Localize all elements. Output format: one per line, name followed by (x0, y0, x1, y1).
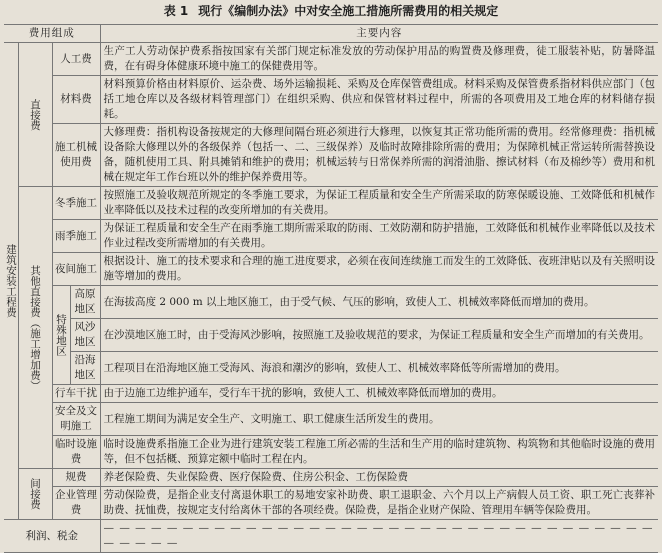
row-label-safety: 安全及文明施工 (52, 403, 100, 436)
table-row (4, 220, 658, 253)
row-label-material: 材料费 (52, 76, 100, 124)
row-text-coastal: 工程项目在沿海地区施工受海风、海浪和潮汐的影响，致使人工、机械效率降低等所需增加的费用。 (100, 352, 658, 385)
row-text-labor: 生产工人劳动保护费系指按国家有关部门规定标准发放的劳动保护用品的购置费及修理费，徒工服装补贴，防暑降温费，在有碍身体健康环境中施工的保健费用等。 (100, 43, 658, 76)
row-label-rainy: 雨季施工 (52, 220, 100, 253)
table-row (4, 253, 658, 286)
header-content: 主要内容 (100, 25, 658, 43)
table-title (0, 2, 662, 22)
row-text-temporary: 临时设施费系指施工企业为进行建筑安装工程施工所必需的生活和生产用的临时建筑物、构筑物和其他临时设施的费用等，但不包括概、预算定额中临时工程在内。 (100, 436, 658, 469)
row-label-winter: 冬季施工 (52, 187, 100, 220)
header-row (4, 25, 658, 43)
row-label-labor: 人工费 (52, 43, 100, 76)
table-row (4, 286, 658, 319)
table-row (4, 385, 658, 403)
row-label-fees: 规费 (52, 469, 100, 487)
row-label-machine: 施工机械使用费 (52, 124, 100, 187)
table-row (4, 436, 658, 469)
table-number: 表 1 (163, 4, 189, 18)
table-row (4, 43, 658, 76)
row-text-plateau: 在海拔高度 2 000 m 以上地区施工，由于受气候、气压的影响，致使人工、机械效率降低而增加的费用。 (100, 286, 658, 319)
category-direct: 直接费 (18, 43, 52, 187)
row-text-material: 材料预算价格由材料原价、运杂费、场外运输损耗、采购及仓库保管费组成。材料采购及保管费系指材料供应部门（包括工地仓库以及各级材料管理部门）在组织采购、供应和保管材料过程中，所需的各项费用及工地仓库的材料储存损耗。 (100, 76, 658, 124)
row-label-sandy: 风沙地区 (70, 319, 100, 352)
table-row (4, 520, 658, 553)
category-main: 建筑安装工程费 (4, 43, 18, 520)
category-special-region: 特殊地区 (52, 286, 70, 385)
category-direct-other: 其他直接费（施工增加费） (18, 187, 52, 469)
row-label-enterprise: 企业管理费 (52, 487, 100, 520)
table-row (4, 187, 658, 220)
category-indirect: 间接费 (18, 469, 52, 520)
row-text-sandy: 在沙漠地区施工时，由于受海风沙影响，按照施工及验收规范的要求，为保证工程质量和安全生产而增加的有关费用。 (100, 319, 658, 352)
row-label-coastal: 沿海地区 (70, 352, 100, 385)
table-row (4, 469, 658, 487)
table-caption: 现行《编制办法》中对安全施工措施所需费用的相关规定 (198, 4, 499, 18)
table-row (4, 76, 658, 124)
row-text-night: 根据设计、施工的技术要求和合理的施工进度要求，必须在夜间连续施工而发生的工效降低、夜班津贴以及有关照明设施等增加的费用。 (100, 253, 658, 286)
row-text-traffic: 由于边施工边维护通车，受行车干扰的影响，致使人工、机械效率降低而增加的费用。 (100, 385, 658, 403)
row-text-enterprise: 劳动保险费，是指企业支付离退休职工的易地安家补助费、职工退职金、六个月以上产病假人员工资、职工死亡丧葬补助费、抚恤费，按规定支付给离休干部的各项经费。保险费，是指企业财产保险、管理用车辆等保险费用。 (100, 487, 658, 520)
row-text-machine: 大修理费：指机构设备按规定的大修理间隔台班必须进行大修理，以恢复其正常功能所需的费用。经常修理费：指机械设备除大修理以外的各级保养（包括一、二、三级保养）及临时故障排除所需的费用；为保障机械正常运转所需替换设备，随机使用工具、附具摊销和维护的费用；机械运转与日常保养所需的润滑油脂、擦试材料（布及棉纱等）费用和机械在规定年工作台班以外的维护保养费用等。 (100, 124, 658, 187)
row-label-profit-tax: 利润、税金 (4, 520, 100, 553)
cost-table (4, 24, 658, 553)
table-row (4, 319, 658, 352)
row-text-safety: 工程施工期间为满足安全生产、文明施工、职工健康生活所发生的费用。 (100, 403, 658, 436)
table-row (4, 403, 658, 436)
row-label-temporary: 临时设施费 (52, 436, 100, 469)
row-text-profit-tax: — — — — — — — — — — — — — — — — — — — — — — — — — — — — — — — — — — — — — — — — (100, 520, 658, 553)
row-text-rainy: 为保证工程质量和安全生产在雨季施工期所需采取的防雨、工效防潮和防护措施，工效降低和机械作业率降低以及技术作业过程改变所需增加的有关费用。 (100, 220, 658, 253)
table-row (4, 124, 658, 187)
row-text-winter: 按照施工及验收规范所规定的冬季施工要求，为保证工程质量和安全生产所需采取的防寒保暖设施、工效降低和机械作业率降低以及技术过程的改变所增加的有关费用。 (100, 187, 658, 220)
row-label-traffic: 行车干扰 (52, 385, 100, 403)
row-label-plateau: 高原地区 (70, 286, 100, 319)
table-row (4, 352, 658, 385)
row-label-night: 夜间施工 (52, 253, 100, 286)
row-text-fees: 养老保险费、失业保险费、医疗保险费、住房公积金、工伤保险费 (100, 469, 658, 487)
header-composition: 费用组成 (4, 25, 100, 43)
